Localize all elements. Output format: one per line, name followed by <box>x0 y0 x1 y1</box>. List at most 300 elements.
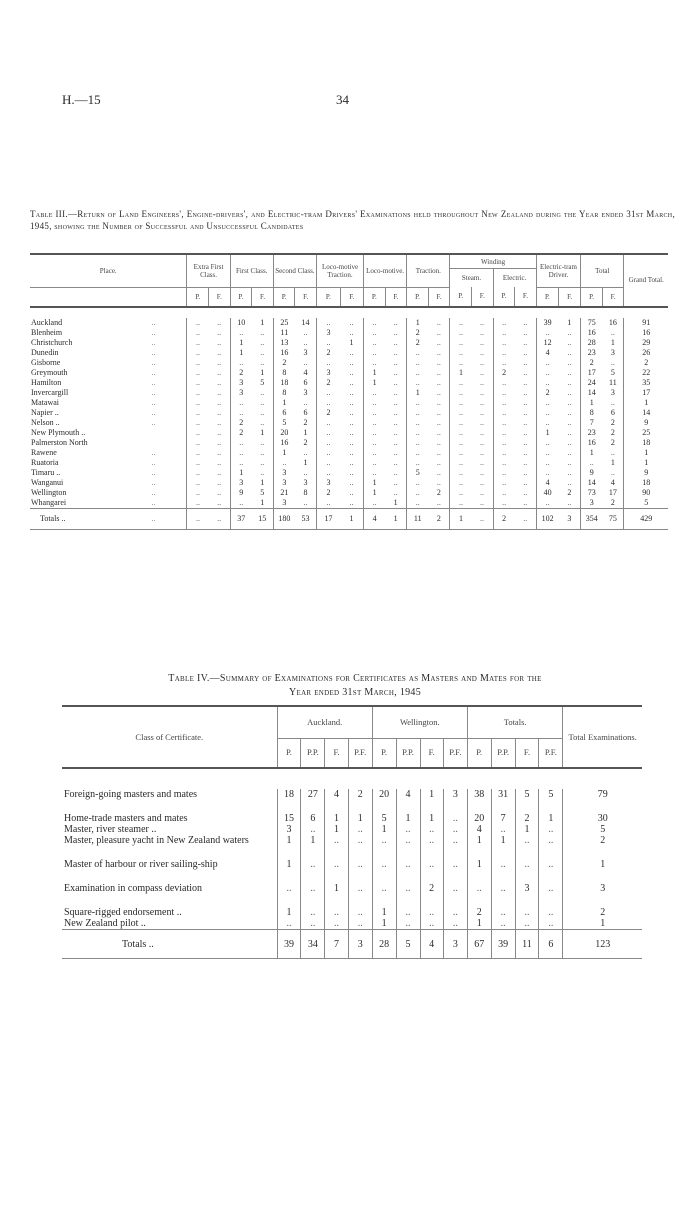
cell-value: .. <box>187 418 209 428</box>
col-f: F. <box>602 287 624 307</box>
cell-value: .. <box>230 358 252 368</box>
cell-value: .. <box>536 458 558 468</box>
col-total-exams: Total Examinations. <box>563 706 642 768</box>
cell-value: 2 <box>563 835 642 859</box>
cell-value: 2 <box>230 418 252 428</box>
cell-value: 1 <box>348 813 372 824</box>
cell-value: .. <box>450 348 472 358</box>
cell-value: 1 <box>303 458 308 467</box>
cell-value: .. <box>317 358 341 368</box>
cell-value: 5 <box>407 468 429 478</box>
cell-value: 3 <box>563 883 642 907</box>
cell-value: 7 <box>581 418 603 428</box>
cell-value: .. <box>187 448 209 458</box>
leader-dots: .. <box>151 338 156 347</box>
cell-value: .. <box>539 907 563 918</box>
leader-dots: .. <box>151 488 156 497</box>
cell-value: .. <box>303 498 308 507</box>
cell-value: .. <box>420 907 443 918</box>
cell-value: .. <box>493 448 515 458</box>
cell-value: 1 <box>407 388 429 398</box>
certificate-class: Home-trade masters and mates <box>64 813 188 824</box>
col-p: P. <box>317 287 341 307</box>
cell-value: .. <box>407 378 429 388</box>
cell-value: 3 <box>303 388 308 397</box>
total-value: 180 <box>273 508 295 529</box>
cell-value: .. <box>217 468 222 477</box>
cell-value: 5 <box>260 488 265 497</box>
cell-value: 4 <box>325 789 348 813</box>
cell-value: .. <box>450 458 472 468</box>
col-p: P. <box>277 738 301 768</box>
cell-value: 15 <box>277 813 301 824</box>
cell-value: .. <box>217 448 222 457</box>
cell-value: 1 <box>624 448 668 458</box>
cell-value: .. <box>407 418 429 428</box>
place-name: Whangarei <box>31 498 67 507</box>
table-row <box>30 368 668 378</box>
table-row <box>30 498 668 509</box>
cell-value: 8 <box>581 408 603 418</box>
cell-value: .. <box>539 918 563 930</box>
cell-value: .. <box>493 318 515 328</box>
cell-value: 1 <box>396 813 420 824</box>
col-f: F. <box>252 287 274 307</box>
table-row <box>30 408 668 418</box>
total-value: 1 <box>340 508 364 529</box>
cell-value: 8 <box>273 368 295 378</box>
cell-value: .. <box>436 358 441 367</box>
cell-value: 5 <box>610 368 615 377</box>
cell-value: 5 <box>273 418 295 428</box>
cell-value: .. <box>420 835 443 859</box>
cell-value: 1 <box>372 907 396 918</box>
cell-value: 40 <box>536 488 558 498</box>
cell-value: 2 <box>536 388 558 398</box>
cell-value: .. <box>393 478 398 487</box>
total-value: 2 <box>493 508 515 529</box>
cell-value: .. <box>301 824 325 835</box>
cell-value: .. <box>480 428 485 437</box>
cell-value: .. <box>230 448 252 458</box>
cell-value: .. <box>317 458 341 468</box>
totals-row <box>30 508 668 529</box>
cell-value: .. <box>230 398 252 408</box>
cell-value: .. <box>493 328 515 338</box>
cell-value: .. <box>348 859 372 883</box>
cell-value: 3 <box>317 478 341 488</box>
cell-value: .. <box>536 408 558 418</box>
certificate-class: Master, pleasure yacht in New Zealand waters <box>64 835 249 846</box>
cell-value: .. <box>443 835 467 859</box>
cell-value: .. <box>536 438 558 448</box>
cell-value: 18 <box>273 378 295 388</box>
cell-value: 1 <box>610 458 615 467</box>
cell-value: .. <box>523 318 528 327</box>
total-value: 34 <box>301 930 325 959</box>
cell-value: .. <box>493 388 515 398</box>
total-value: 5 <box>396 930 420 959</box>
cell-value: .. <box>536 368 558 378</box>
cell-value: 3 <box>515 883 539 907</box>
cell-value: 14 <box>581 388 603 398</box>
cell-value: 8 <box>273 388 295 398</box>
cell-value: .. <box>364 348 386 358</box>
cell-value: 1 <box>624 398 668 408</box>
place-name: Ruatoria <box>31 458 59 467</box>
col-steam: Steam. <box>450 269 493 288</box>
cell-value: 1 <box>364 378 386 388</box>
cell-value: 4 <box>467 824 491 835</box>
cell-value: 20 <box>372 789 396 813</box>
cell-value: .. <box>372 859 396 883</box>
cell-value: 91 <box>624 318 668 328</box>
cell-value: .. <box>515 835 539 859</box>
cell-value: .. <box>273 458 295 468</box>
table-row <box>30 488 668 498</box>
cell-value: 4 <box>610 478 615 487</box>
table-row <box>30 438 668 448</box>
cell-value: 9 <box>581 468 603 478</box>
leader-dots: .. <box>151 328 156 337</box>
cell-value: .. <box>230 438 252 448</box>
cell-value: 75 <box>581 318 603 328</box>
cell-value: .. <box>610 398 615 407</box>
cell-value: .. <box>493 498 515 509</box>
cell-value: .. <box>420 859 443 883</box>
cell-value: .. <box>217 498 222 507</box>
cell-value: .. <box>317 388 341 398</box>
cell-value: .. <box>436 318 441 327</box>
table-row <box>30 378 668 388</box>
table-row <box>30 338 668 348</box>
cell-value: .. <box>407 488 429 498</box>
cell-value: .. <box>230 498 252 509</box>
total-value: 37 <box>230 508 252 529</box>
cell-value: 1 <box>420 789 443 813</box>
total-value: 1 <box>385 508 407 529</box>
cell-value: 1 <box>230 468 252 478</box>
table-row <box>30 418 668 428</box>
leader-dots: .. <box>151 398 156 407</box>
cell-value: 3 <box>317 328 341 338</box>
cell-value: .. <box>349 328 354 337</box>
cell-value: .. <box>523 468 528 477</box>
leader-dots: .. <box>151 468 156 477</box>
cell-value: .. <box>493 428 515 438</box>
leader-dots: .. <box>151 378 156 387</box>
cell-value: 1 <box>536 428 558 438</box>
cell-value: .. <box>349 428 354 437</box>
leader-dots: .. <box>151 478 156 487</box>
cell-value: .. <box>523 378 528 387</box>
cell-value: .. <box>364 388 386 398</box>
cell-value: .. <box>317 428 341 438</box>
total-value: .. <box>515 508 537 529</box>
cell-value: .. <box>480 378 485 387</box>
cell-value: 14 <box>581 478 603 488</box>
cell-value: .. <box>217 488 222 497</box>
cell-value: 3 <box>443 789 467 813</box>
cell-value: .. <box>581 458 603 468</box>
cell-value: 2 <box>407 328 429 338</box>
cell-value: .. <box>450 498 472 509</box>
cell-value: .. <box>436 398 441 407</box>
cell-value: 3 <box>273 468 295 478</box>
cell-value: .. <box>443 907 467 918</box>
cell-value: .. <box>515 859 539 883</box>
cell-value: .. <box>610 358 615 367</box>
col-p: P. <box>273 287 295 307</box>
cell-value: .. <box>364 468 386 478</box>
cell-value: .. <box>396 918 420 930</box>
cell-value: .. <box>450 398 472 408</box>
cell-value: .. <box>493 478 515 488</box>
total-value: 11 <box>515 930 539 959</box>
cell-value: 4 <box>303 368 308 377</box>
cell-value: .. <box>187 318 209 328</box>
cell-value: .. <box>317 418 341 428</box>
cell-value: .. <box>407 368 429 378</box>
cell-value: .. <box>567 498 572 507</box>
cell-value: .. <box>523 478 528 487</box>
cell-value: .. <box>349 498 354 507</box>
cell-value: 4 <box>536 478 558 488</box>
certificate-class: Master, river steamer .. <box>64 824 157 835</box>
cell-value: 1 <box>273 448 295 458</box>
cell-value: 1 <box>260 318 265 327</box>
cell-value: .. <box>480 398 485 407</box>
cell-value: .. <box>260 458 265 467</box>
col-auckland: Auckland. <box>277 706 372 738</box>
cell-value: .. <box>393 488 398 497</box>
cell-value: .. <box>393 428 398 437</box>
cell-value: .. <box>493 348 515 358</box>
cell-value: 16 <box>581 328 603 338</box>
cell-value: .. <box>407 458 429 468</box>
cell-value: .. <box>436 448 441 457</box>
col-winding: Winding <box>450 254 536 269</box>
cell-value: .. <box>407 398 429 408</box>
cell-value: .. <box>539 859 563 883</box>
cell-value: .. <box>349 378 354 387</box>
cell-value: 4 <box>536 348 558 358</box>
cell-value: .. <box>303 358 308 367</box>
cell-value: 21 <box>273 488 295 498</box>
cell-value: .. <box>187 368 209 378</box>
cell-value: .. <box>523 418 528 427</box>
col-f: F. <box>385 287 407 307</box>
cell-value: .. <box>436 438 441 447</box>
cell-value: .. <box>187 498 209 509</box>
table4-caption <box>60 672 650 700</box>
cell-value: 2 <box>230 428 252 438</box>
cell-value: 2 <box>273 358 295 368</box>
leader-dots: .. <box>151 508 187 529</box>
cell-value: 24 <box>581 378 603 388</box>
cell-value: .. <box>539 824 563 835</box>
cell-value: .. <box>364 328 386 338</box>
cell-value: .. <box>364 408 386 418</box>
leader-dots: .. <box>151 368 156 377</box>
cell-value: 16 <box>273 438 295 448</box>
cell-value: .. <box>443 918 467 930</box>
cell-value: 2 <box>610 418 615 427</box>
cell-value: .. <box>480 408 485 417</box>
cell-value: .. <box>436 478 441 487</box>
place-name: Wellington <box>31 488 67 497</box>
table4-caption-line1: Table IV.—Summary of Examinations for Certificates as Masters and Mates for the <box>168 673 542 684</box>
cell-value: 28 <box>581 338 603 348</box>
spacer-cell <box>30 307 668 318</box>
cell-value: 1 <box>581 448 603 458</box>
cell-value: 3 <box>230 378 252 388</box>
cell-value: .. <box>407 448 429 458</box>
cell-value: .. <box>348 824 372 835</box>
cell-value: 5 <box>624 498 668 509</box>
col-p: P. <box>407 287 429 307</box>
cell-value: .. <box>443 813 467 824</box>
col-place: Place. <box>30 254 187 287</box>
cell-value: .. <box>515 918 539 930</box>
total-value: 11 <box>407 508 429 529</box>
cell-value: 2 <box>610 438 615 447</box>
cell-value: .. <box>348 918 372 930</box>
cell-value: 1 <box>364 488 386 498</box>
table-row <box>62 824 642 835</box>
cell-value: 2 <box>317 378 341 388</box>
cell-value: 6 <box>303 378 308 387</box>
cell-value: .. <box>317 318 341 328</box>
col-pp: P.P. <box>301 738 325 768</box>
cell-value: .. <box>317 448 341 458</box>
cell-value: .. <box>536 378 558 388</box>
cell-value: .. <box>407 498 429 509</box>
cell-value: .. <box>301 907 325 918</box>
cell-value: .. <box>187 358 209 368</box>
cell-value: .. <box>230 408 252 418</box>
cell-value: .. <box>480 358 485 367</box>
cell-value: .. <box>523 498 528 507</box>
col-p: P. <box>364 287 386 307</box>
cell-value: 1 <box>230 348 252 358</box>
cell-value: 5 <box>563 824 642 835</box>
cell-value: 3 <box>610 348 615 357</box>
leader-dots: .. <box>151 318 156 327</box>
cell-value: .. <box>443 859 467 883</box>
col-traction: Traction. <box>407 254 450 287</box>
cell-value: .. <box>396 859 420 883</box>
cell-value: .. <box>217 318 222 327</box>
cell-value: 3 <box>317 368 341 378</box>
cell-value: .. <box>317 468 341 478</box>
cell-value: .. <box>349 318 354 327</box>
cell-value: 12 <box>536 338 558 348</box>
cell-value: .. <box>567 408 572 417</box>
table-row <box>62 918 642 930</box>
cell-value: .. <box>523 358 528 367</box>
cell-value: .. <box>303 448 308 457</box>
cell-value: .. <box>349 458 354 467</box>
table3-caption: Table III.—Return of Land Engineers', Engine-drivers', and Electric-tram Drivers' Examinations held throughout New Zealand during the Year ended 31st March, 1945, showing the Number of Successful and Unsuccessful Candidates <box>30 209 675 231</box>
cell-value: .. <box>260 468 265 477</box>
cell-value: .. <box>491 859 515 883</box>
cell-value: 17 <box>624 388 668 398</box>
cell-value: 1 <box>539 813 563 824</box>
cell-value: .. <box>407 408 429 418</box>
cell-value: .. <box>187 398 209 408</box>
cell-value: 6 <box>610 408 615 417</box>
table-row <box>30 328 668 338</box>
certificate-class: Master of harbour or river sailing-ship <box>64 859 218 870</box>
cell-value: .. <box>536 328 558 338</box>
cell-value: 1 <box>325 883 348 907</box>
cell-value: .. <box>217 338 222 347</box>
cell-value: 17 <box>608 488 617 497</box>
cell-value: 2 <box>303 418 308 427</box>
cell-value: .. <box>364 438 386 448</box>
cell-value: .. <box>348 907 372 918</box>
cell-value: .. <box>217 388 222 397</box>
cell-value: .. <box>396 835 420 859</box>
cell-value: .. <box>436 458 441 467</box>
cell-value: 7 <box>491 813 515 824</box>
total-value: 3 <box>348 930 372 959</box>
cell-value: .. <box>436 368 441 377</box>
cell-value: .. <box>493 468 515 478</box>
cell-value: 11 <box>273 328 295 338</box>
cell-value: .. <box>436 378 441 387</box>
cell-value: .. <box>325 907 348 918</box>
cell-value: .. <box>217 428 222 437</box>
place-name: Invercargill <box>31 388 69 397</box>
cell-value: .. <box>480 458 485 467</box>
cell-value: .. <box>493 458 515 468</box>
cell-value: 23 <box>581 348 603 358</box>
cell-value: 1 <box>277 835 301 859</box>
cell-value: .. <box>523 428 528 437</box>
pf-spacer <box>30 287 187 307</box>
col-loco-traction: Loco-motive Traction. <box>317 254 364 287</box>
cell-value: .. <box>610 468 615 477</box>
cell-value: .. <box>493 398 515 408</box>
cell-value: .. <box>364 418 386 428</box>
cell-value: 9 <box>624 468 668 478</box>
place-name: Dunedin <box>31 348 59 357</box>
cell-value: .. <box>217 328 222 337</box>
col-f: F. <box>515 287 537 307</box>
total-value: .. <box>471 508 493 529</box>
cell-value: 1 <box>467 859 491 883</box>
cell-value: .. <box>539 883 563 907</box>
cell-value: .. <box>450 418 472 428</box>
cell-value: 18 <box>624 478 668 488</box>
cell-value: 26 <box>624 348 668 358</box>
col-f: F. <box>559 287 581 307</box>
cell-value: 10 <box>230 318 252 328</box>
col-p: P. <box>581 287 603 307</box>
cell-value: .. <box>407 358 429 368</box>
total-value: 4 <box>420 930 443 959</box>
cell-value: .. <box>567 368 572 377</box>
cell-value: .. <box>349 438 354 447</box>
cell-value: 29 <box>624 338 668 348</box>
cell-value: .. <box>407 438 429 448</box>
cell-value: .. <box>260 388 265 397</box>
cell-value: .. <box>420 824 443 835</box>
place-name: Hamilton <box>31 378 62 387</box>
cell-value: .. <box>515 907 539 918</box>
